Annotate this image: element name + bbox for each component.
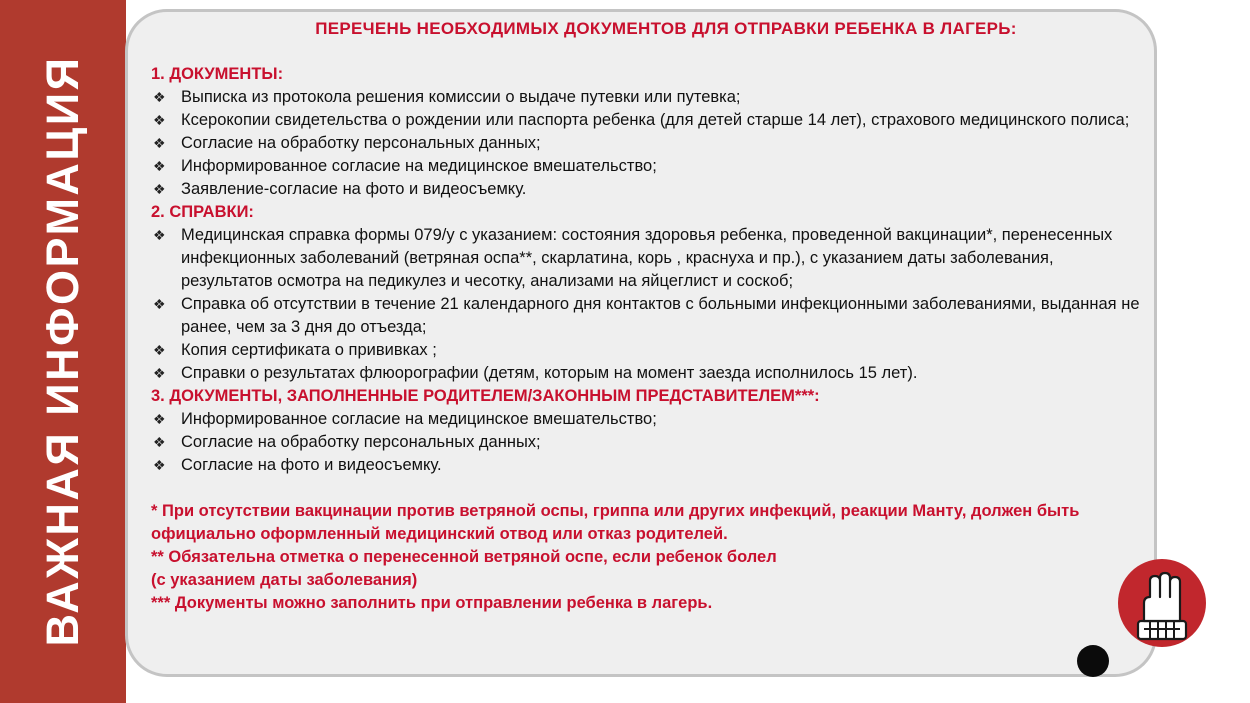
diamond-bullet-icon: ❖: [153, 181, 166, 197]
document-content: [151, 15, 1141, 615]
list-item: [151, 339, 1141, 362]
list-item-text: Выписка из протокола решения комиссии о выдаче путевки или путевка;: [181, 88, 741, 106]
bullet-list: [151, 224, 1141, 385]
spacer: [151, 477, 1141, 500]
diamond-bullet-icon: ❖: [153, 434, 166, 450]
list-item-text: Справка об отсутствии в течение 21 календарного дня контактов с больными инфекционными заболеваниями, выданная не ранее, чем за 3 дня до отъезда;: [181, 295, 1140, 336]
bullet-list: [151, 86, 1141, 201]
footnote-chickenpox-date: (с указанием даты заболевания): [151, 571, 418, 589]
list-item-text: Согласие на фото и видеосъемку.: [181, 456, 442, 474]
page-title: ПЕРЕЧЕНЬ НЕОБХОДИМЫХ ДОКУМЕНТОВ ДЛЯ ОТПРАВКИ РЕБЕНКА В ЛАГЕРЬ:: [315, 19, 1017, 38]
section-certificates: [151, 201, 1141, 385]
bullet-list: [151, 408, 1141, 477]
list-item-text: Копия сертификата о прививках ;: [181, 341, 437, 359]
list-item: [151, 178, 1141, 201]
diamond-bullet-icon: ❖: [153, 158, 166, 174]
diamond-bullet-icon: ❖: [153, 89, 166, 105]
diamond-bullet-icon: ❖: [153, 135, 166, 151]
list-item: [151, 293, 1141, 339]
list-item: [151, 362, 1141, 385]
raised-hand-icon: [1114, 555, 1210, 651]
list-item-text: Информированное согласие на медицинское вмешательство;: [181, 410, 657, 428]
diamond-bullet-icon: ❖: [153, 227, 166, 243]
diamond-bullet-icon: ❖: [153, 411, 166, 427]
section-parent-documents: [151, 385, 1141, 477]
list-item: [151, 86, 1141, 109]
diamond-bullet-icon: ❖: [153, 296, 166, 312]
list-item: [151, 109, 1141, 132]
list-item: [151, 132, 1141, 155]
diamond-bullet-icon: ❖: [153, 365, 166, 381]
section-documents: [151, 63, 1141, 201]
section-heading: 3. ДОКУМЕНТЫ, ЗАПОЛНЕННЫЕ РОДИТЕЛЕМ/ЗАКОННЫМ ПРЕДСТАВИТЕЛЕМ***:: [151, 387, 820, 405]
spacer: [151, 43, 1141, 63]
list-item-text: Согласие на обработку персональных данных;: [181, 134, 541, 152]
footnote-vaccination: * При отсутствии вакцинации против ветряной оспы, гриппа или других инфекций, реакции Манту, должен быть официально оформленный медицинский отвод или отказ родителей.: [151, 502, 1080, 543]
section-heading: 1. ДОКУМЕНТЫ:: [151, 65, 284, 83]
list-item: [151, 408, 1141, 431]
diamond-bullet-icon: ❖: [153, 112, 166, 128]
list-item-text: Справки о результатах флюорографии (детям, которым на момент заезда исполнилось 15 лет).: [181, 364, 918, 382]
footnote-fill-on-departure: *** Документы можно заполнить при отправлении ребенка в лагерь.: [151, 594, 713, 612]
diamond-bullet-icon: ❖: [153, 457, 166, 473]
list-item-text: Согласие на обработку персональных данных;: [181, 433, 541, 451]
list-item: [151, 224, 1141, 293]
list-item: [151, 454, 1141, 477]
black-dot-decoration: [1077, 645, 1109, 677]
list-item: [151, 431, 1141, 454]
list-item-text: Ксерокопии свидетельства о рождении или паспорта ребенка (для детей старше 14 лет), страхового медицинского полиса;: [181, 111, 1130, 129]
list-item-text: Медицинская справка формы 079/у с указанием: состояния здоровья ребенка, проведенной вакцинации*, перенесенных инфекционных заболеваний (ветряная оспа**, скарлатина, корь , краснуха и пр.), с указанием даты заболевания, результатов осмотра на педикулез и чесотку, анализами на яйцеглист и соскоб;: [181, 226, 1113, 290]
footnote-chickenpox: ** Обязательна отметка о перенесенной ветряной оспе, если ребенок болел: [151, 548, 777, 566]
side-band: [0, 0, 126, 703]
diamond-bullet-icon: ❖: [153, 342, 166, 358]
section-heading: 2. СПРАВКИ:: [151, 203, 254, 221]
list-item: [151, 155, 1141, 178]
side-title: ВАЖНАЯ ИНФОРМАЦИЯ: [37, 55, 88, 647]
list-item-text: Информированное согласие на медицинское вмешательство;: [181, 157, 657, 175]
footnotes: [151, 500, 1141, 615]
list-item-text: Заявление-согласие на фото и видеосъемку.: [181, 180, 527, 198]
